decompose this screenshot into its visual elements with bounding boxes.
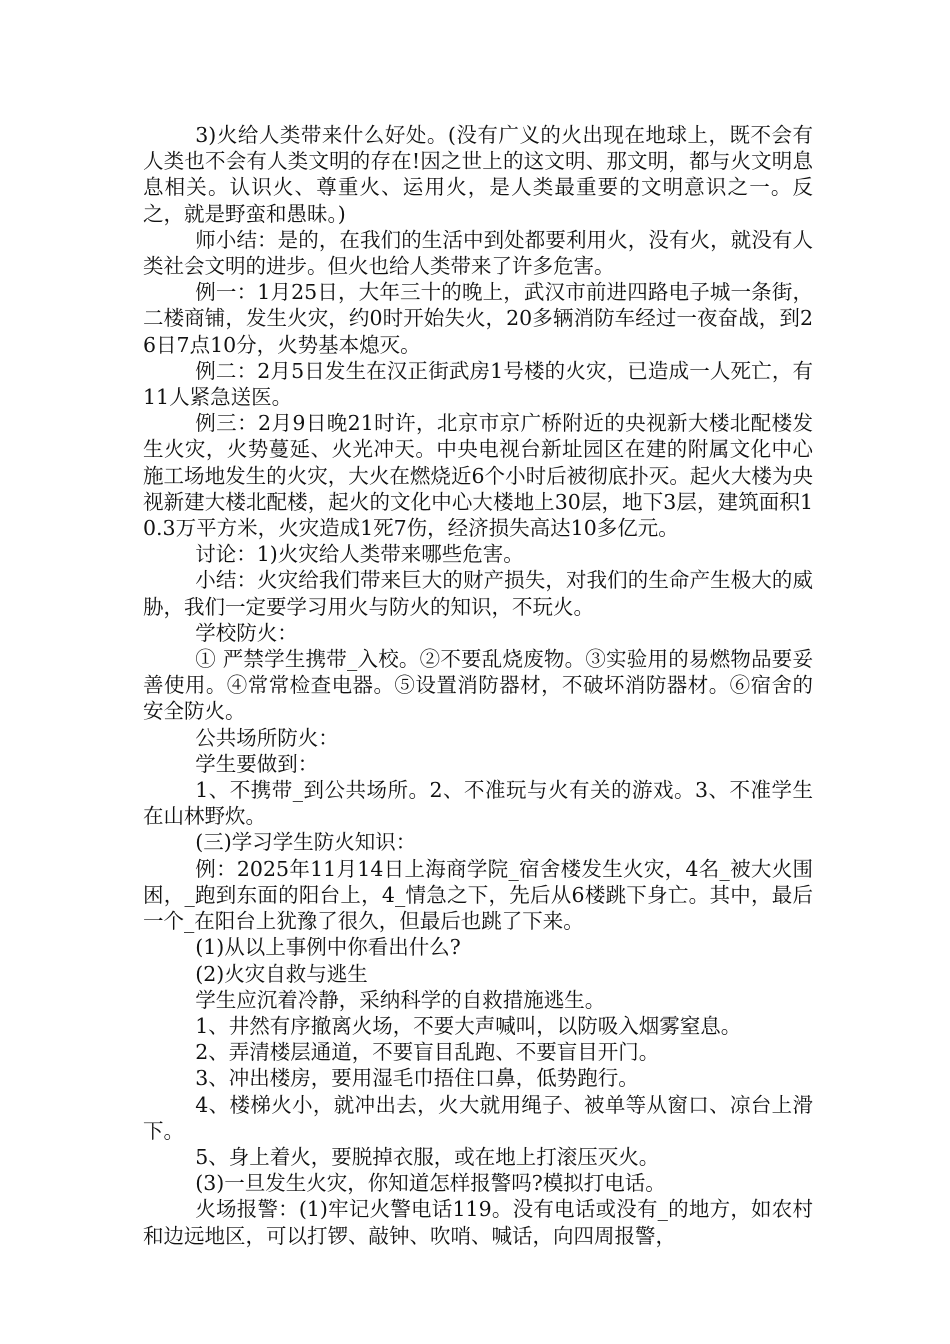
list-item-5: 5、身上着火，要脱掉衣服，或在地上打滚压灭火。 (195, 1144, 660, 1169)
list-item-1: 1、井然有序撤离火场，不要大声喊叫，以防吸入烟雾窒息。 (195, 1013, 742, 1038)
paragraph-fire-benefits: 3)火给人类带来什么好处。(没有广义的火出现在地球上，既不会有人类也不会有人类文明的存在!因之世上的这文明、那文明，都与火文明息息相关。认识火、尊重火、运用火，是人类最重要的文明意识之一。反之，就是野蛮和愚昧。) (143, 123, 813, 226)
paragraph-teacher-summary: 师小结：是的，在我们的生活中到处都要利用火，没有火，就没有人类社会文明的进步。但火也给人类带来了许多危害。 (143, 227, 813, 279)
list-item-2: 2、弄清楼层通道，不要盲目乱跑、不要盲目开门。 (195, 1040, 660, 1065)
paragraph-public-rules: 1、不携带_到公共场所。2、不准玩与火有关的游戏。3、不准学生在山林野炊。 (143, 778, 813, 829)
heading-fire-knowledge: (三)学习学生防火知识： (195, 830, 417, 855)
paragraph-fire-alarm: 火场报警：(1)牢记火警电话119。没有电话或没有_的地方，如农村和边远地区，可以打锣、敲钟、吹哨、喊话，向四周报警， (143, 1197, 813, 1248)
question-2: (2)火灾自救与逃生 (195, 961, 368, 986)
paragraph-discussion: 讨论：1)火灾给人类带来哪些危害。 (195, 542, 524, 567)
list-item-4: 4、楼梯火小，就冲出去，火大就用绳子、被单等从窗口、凉台上滑下。 (143, 1092, 813, 1143)
paragraph-summary: 小结：火灾给我们带来巨大的财产损失，对我们的生命产生极大的威胁，我们一定要学习用火与防火的知识，不玩火。 (143, 568, 813, 619)
document-body (143, 122, 813, 1249)
question-3: (3)一旦发生火灾，你知道怎样报警吗?模拟打电话。 (195, 1171, 666, 1196)
paragraph-example-1: 例一：1月25日，大年三十的晚上，武汉市前进四路电子城一条街，二楼商铺，发生火灾，约0时开始失火，20多辆消防车经过一夜奋战，到26日7点10分，火势基本熄灭。 (143, 280, 813, 357)
list-item-3: 3、冲出楼房，要用湿毛巾捂住口鼻，低势跑行。 (195, 1066, 639, 1091)
heading-school-fire-prevention: 学校防火： (195, 620, 298, 645)
heading-students-should: 学生要做到： (195, 751, 319, 776)
paragraph-stay-calm: 学生应沉着冷静，采纳科学的自救措施逃生。 (195, 987, 606, 1012)
paragraph-school-rules: ① 严禁学生携带_入校。②不要乱烧废物。③实验用的易燃物品要妥善使用。④常常检查电器。⑤设置消防器材，不破坏消防器材。⑥宿舍的安全防火。 (143, 647, 813, 724)
paragraph-example-2: 例二：2月5日发生在汉正街武房1号楼的火灾，已造成一人死亡，有11人紧急送医。 (143, 358, 813, 410)
paragraph-example-3: 例三：2月9日晚21时许，北京市京广桥附近的央视新大楼北配楼发生火灾，火势蔓延、火光冲天。中央电视台新址园区在建的附属文化中心施工场地发生的火灾，大火在燃烧近6个小时后被彻底扑灭。起火大楼为央视新建大楼北配楼，起火的文化中心大楼地上30层，地下3层，建筑面积10.3万平方米，火灾造成1死7伤，经济损失高达10多亿元。 (143, 411, 813, 541)
question-1: (1)从以上事例中你看出什么? (195, 935, 461, 960)
paragraph-shanghai-example: 例：2025年11月14日上海商学院_宿舍楼发生火灾，4名_被大火围困，_跑到东面的阳台上，4_情急之下，先后从6楼跳下身亡。其中，最后一个_在阳台上犹豫了很久，但最后也跳了下来。 (143, 856, 813, 934)
heading-public-fire-prevention: 公共场所防火： (195, 725, 339, 750)
